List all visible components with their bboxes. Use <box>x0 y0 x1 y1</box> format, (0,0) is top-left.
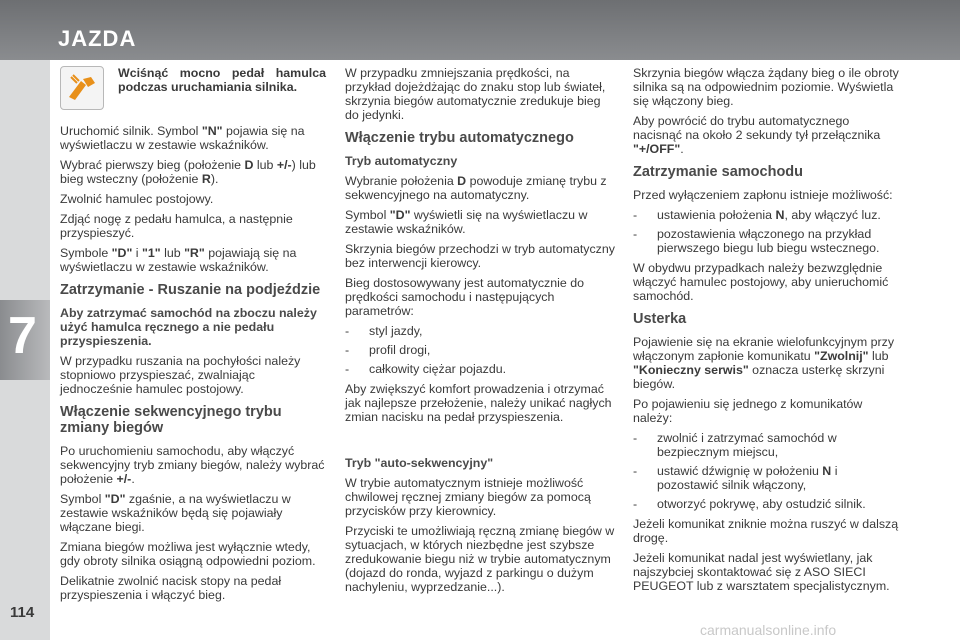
section-heading: Zatrzymanie - Ruszanie na podjeździe <box>60 282 321 298</box>
text-run: "1" <box>142 246 161 260</box>
text-run: Pojawienie się na ekranie wielofunkcyjnym przy włączonym zapłonie komunikatu <box>633 335 895 363</box>
warning-box <box>60 66 326 110</box>
text-run: Symbole <box>60 246 112 260</box>
paragraph: Jeżeli komunikat nadal jest wyświetlany, jak najszybciej skontaktować się z ASO SIECI PEUGEOT lub z warsztatem specjalistycznym. <box>633 551 890 593</box>
paragraph: Delikatnie zwolnić nacisk stopy na pedał przyspieszenia i włączyć bieg. <box>60 574 282 602</box>
watermark: carmanualsonline.info <box>700 622 837 638</box>
text-run: "+/OFF" <box>633 142 681 156</box>
text-run: Wybranie położenia <box>345 174 458 188</box>
paragraph: W obydwu przypadkach należy bezwzględnie włączyć hamulec postojowy, aby unieruchomić samochód. <box>633 261 889 303</box>
section-heading: Zatrzymanie samochodu <box>633 164 804 180</box>
section-heading: Włączenie sekwencyjnego trybu zmiany biegów <box>60 404 282 436</box>
fault-steps-list <box>633 431 901 511</box>
text-run: wyświetli się na wyświetlaczu w zestawie wskaźników. <box>345 208 588 236</box>
list-item: - profil drogi, <box>345 343 615 357</box>
page-title: JAZDA <box>58 26 137 51</box>
text-run: "D" <box>111 246 133 260</box>
text-run: Symbol <box>60 492 105 506</box>
text-run: D <box>244 158 254 172</box>
paragraph: Zwolnić hamulec postojowy. <box>60 192 214 206</box>
paragraph: Zdjąć nogę z pedału hamulca, a następnie przyspieszyć. <box>60 212 293 240</box>
paragraph <box>60 246 326 274</box>
text-run: N <box>822 464 832 478</box>
text-run: ustawienia położenia <box>657 208 776 222</box>
subsection-heading: Aby zatrzymać samochód na zboczu należy użyć hamulca ręcznego a nie pedału przyspieszenia. <box>60 306 317 348</box>
subsection-heading: Tryb "auto-sekwencyjny" <box>345 456 494 470</box>
paragraph <box>60 444 326 486</box>
text-run: Symbol <box>345 208 390 222</box>
text-run: Aby powrócić do trybu automatycznego nacisnąć na około 2 sekundy tył przełącznika <box>633 114 881 142</box>
paragraph <box>60 124 326 152</box>
page-number: 114 <box>10 604 35 621</box>
text-run: "N" <box>201 124 223 138</box>
text-run: i <box>132 246 142 260</box>
paragraph <box>633 335 901 391</box>
text-run: "Konieczny serwis" <box>633 363 749 377</box>
text-run: ustawić dźwignię w położeniu <box>657 464 823 478</box>
text-run: "Zwolnij" <box>814 349 869 363</box>
paragraph: Jeżeli komunikat zniknie można ruszyć w dalszą drogę. <box>633 517 899 545</box>
list-item <box>633 497 901 511</box>
paragraph <box>345 208 615 236</box>
text-run: +/- <box>276 158 292 172</box>
paragraph: Po pojawieniu się jednego z komunikatów należy: <box>633 397 863 425</box>
text-run: R <box>201 172 211 186</box>
paragraph <box>345 174 615 202</box>
list-item <box>633 464 901 492</box>
paragraph: Przed wyłączeniem zapłonu istnieje możliwość: <box>633 188 893 202</box>
text-run: D <box>457 174 467 188</box>
paragraph: W przypadku ruszania na pochyłości należy stopniowo przyspieszać, zwalniając jednocześnie hamulec postojowy. <box>60 354 301 396</box>
text-run: oznacza usterkę skrzyni biegów. <box>633 363 885 391</box>
paragraph: Przyciski te umożliwiają ręczną zmianę biegów w sytuacjach, w których niezbędne jest szybsze zredukowanie biegu niż w trybie automatycznym (dojazd do ronda, wyjazd z parkingu o dużym nachyleniu, wyprzedzanie...). <box>345 524 615 594</box>
list-item: - całkowity ciężar pojazdu. <box>345 362 615 376</box>
text-run: , aby włączyć luz. <box>784 208 881 222</box>
subsection-heading: Tryb automatyczny <box>345 154 458 168</box>
paragraph: Bieg dostosowywany jest automatycznie do prędkości samochodu i następujących parametrów: <box>345 276 584 318</box>
text-run: lub <box>160 246 185 260</box>
paragraph: W trybie automatycznym istnieje możliwość chwilowej ręcznej zmiany biegów za pomocą przycisków przy kierownicy. <box>345 476 591 518</box>
text-run: powoduje zmianę trybu z sekwencyjnego na automatyczny. <box>345 174 607 202</box>
paragraph: Zmiana biegów możliwa jest wyłącznie wtedy, gdy obroty silnika osiągną odpowiedni poziom. <box>60 540 316 568</box>
text-run: "R" <box>184 246 205 260</box>
text-run: ) lub bieg wsteczny (położenie <box>60 158 316 186</box>
text-run: lub <box>253 158 277 172</box>
paragraph: Aby zwiększyć komfort prowadzenia i otrzymać jak najlepsze przełożenie, należy unikać nagłych zmian nacisku na pedał przyspieszenia. <box>345 382 612 424</box>
text-run: otworzyć pokrywę, aby ostudzić silnik. <box>657 497 866 511</box>
paragraph: Skrzynia biegów przechodzi w tryb automatyczny bez interwencji kierowcy. <box>345 242 615 270</box>
parameter-list <box>345 324 615 376</box>
text-run: Wybrać pierwszy bieg (położenie <box>60 158 245 172</box>
list-item <box>633 227 901 255</box>
warning-text: Wciśnąć mocno pedał hamulca podczas uruchamiania silnika. <box>118 66 326 94</box>
text-run: lub <box>868 349 889 363</box>
section-heading: Włączenie trybu automatycznego <box>345 130 574 146</box>
text-run: pojawiają się na wyświetlaczu w zestawie wskaźników. <box>60 246 297 274</box>
text-run: N <box>775 208 785 222</box>
column-1 <box>60 66 326 608</box>
column-3 <box>633 66 901 599</box>
text-run: . <box>680 142 684 156</box>
text-run: . <box>131 472 135 486</box>
paragraph: Skrzynia biegów włącza żądany bieg o ile obroty silnika są na odpowiednim poziomie. Wyświetla się włączony bieg. <box>633 66 899 108</box>
section-heading: Usterka <box>633 311 687 327</box>
list-item: - styl jazdy, <box>345 324 615 338</box>
paragraph <box>60 158 326 186</box>
text-run: pojawia się na wyświetlaczu w zestawie wskaźników. <box>60 124 305 152</box>
text-run: zgaśnie, a na wyświetlaczu w zestawie wskaźników będą się pojawiały włączane biegi. <box>60 492 291 534</box>
paragraph <box>633 114 901 156</box>
paragraph <box>60 492 326 534</box>
text-run: Uruchomić silnik. Symbol <box>60 124 202 138</box>
header-band <box>0 0 960 60</box>
column-2 <box>345 66 615 600</box>
list-item <box>633 208 901 222</box>
spacer <box>345 430 615 452</box>
text-run: i pozostawić silnik włączony, <box>657 464 838 492</box>
paragraph: W przypadku zmniejszania prędkości, na przykład dojeżdżając do znaku stop lub świateł, skrzynia biegów automatycznie zredukuje bieg do jedynki. <box>345 66 606 122</box>
text-run: pozostawienia włączonego na przykład pierwszego biegu lub biegu wstecznego. <box>657 227 880 255</box>
text-run: Po uruchomieniu samochodu, aby włączyć sekwencyjny tryb zmiany biegów, należy wybrać położenie <box>60 444 325 486</box>
brake-pedal-warning-icon <box>60 66 104 110</box>
text-run: "D" <box>104 492 126 506</box>
stop-options-list <box>633 208 901 255</box>
text-run: zwolnić i zatrzymać samochód w bezpiecznym miejscu, <box>657 431 837 459</box>
chapter-number: 7 <box>8 307 37 365</box>
list-item <box>633 431 901 459</box>
text-run: +/- <box>116 472 132 486</box>
text-run: "D" <box>389 208 411 222</box>
text-run: ). <box>210 172 219 186</box>
